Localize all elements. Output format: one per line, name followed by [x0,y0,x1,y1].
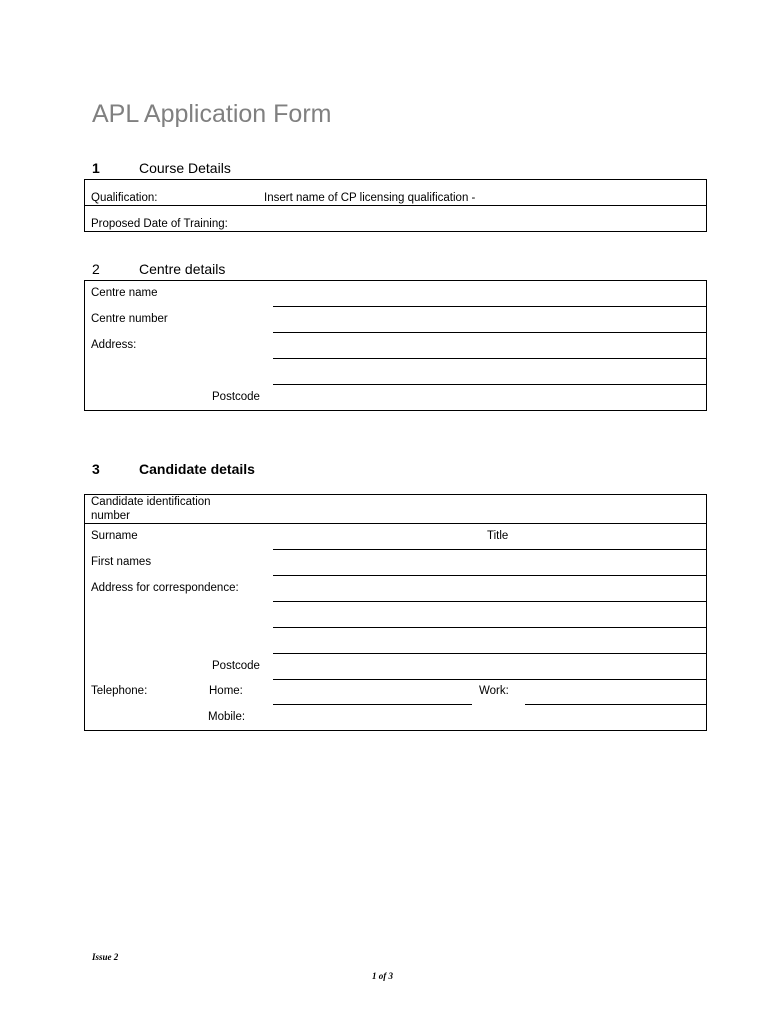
mobile-phone-field[interactable] [273,707,706,729]
centre-address-label: Address: [91,339,137,351]
qualification-underline [256,205,707,206]
proposed-date-label: Proposed Date of Training: [91,218,228,230]
first-names-label: First names [91,556,152,568]
correspondence-address-line-1[interactable] [273,601,707,602]
surname-field[interactable] [273,549,707,550]
candidate-id-divider [84,523,707,524]
surname-label: Surname [91,530,138,542]
candidate-postcode-field[interactable] [273,679,707,680]
centre-postcode-field[interactable] [273,387,706,409]
candidate-id-label-line-2: number [91,510,130,522]
home-phone-label: Home: [209,685,243,697]
telephone-label: Telephone: [91,685,148,697]
home-phone-field[interactable] [273,704,472,705]
centre-number-field[interactable] [273,332,707,333]
issue-number: Issue 2 [92,952,119,962]
qualification-field[interactable]: Insert name of CP licensing qualification - [264,192,476,204]
centre-name-label: Centre name [91,287,158,299]
first-names-field[interactable] [273,575,707,576]
section-3-number: 3 [92,461,100,477]
centre-number-label: Centre number [91,313,168,325]
work-phone-field[interactable] [525,704,707,705]
centre-name-field[interactable] [273,306,707,307]
title-label: Title [487,530,509,542]
correspondence-address-label: Address for correspondence: [91,582,239,594]
page-number: 1 of 3 [372,971,393,981]
page-title: APL Application Form [92,100,332,128]
section-1-number: 1 [92,160,100,176]
correspondence-address-line-3[interactable] [273,653,707,654]
centre-address-line-2[interactable] [273,384,707,385]
mobile-phone-label: Mobile: [208,711,246,723]
section-3-title: Candidate details [139,461,255,477]
section-2-title: Centre details [139,261,226,277]
proposed-date-field[interactable] [250,208,706,230]
correspondence-address-line-2[interactable] [273,627,707,628]
centre-address-line-1[interactable] [273,358,707,359]
work-phone-label: Work: [479,685,509,697]
qualification-label: Qualification: [91,192,158,204]
candidate-postcode-label: Postcode [212,660,260,672]
candidate-id-label-line-1: Candidate identification [91,496,211,508]
candidate-id-field[interactable] [273,496,706,522]
section-1-title: Course Details [139,160,231,176]
centre-postcode-label: Postcode [212,391,260,403]
candidate-details-box [84,494,707,731]
section-2-number: 2 [92,261,100,277]
